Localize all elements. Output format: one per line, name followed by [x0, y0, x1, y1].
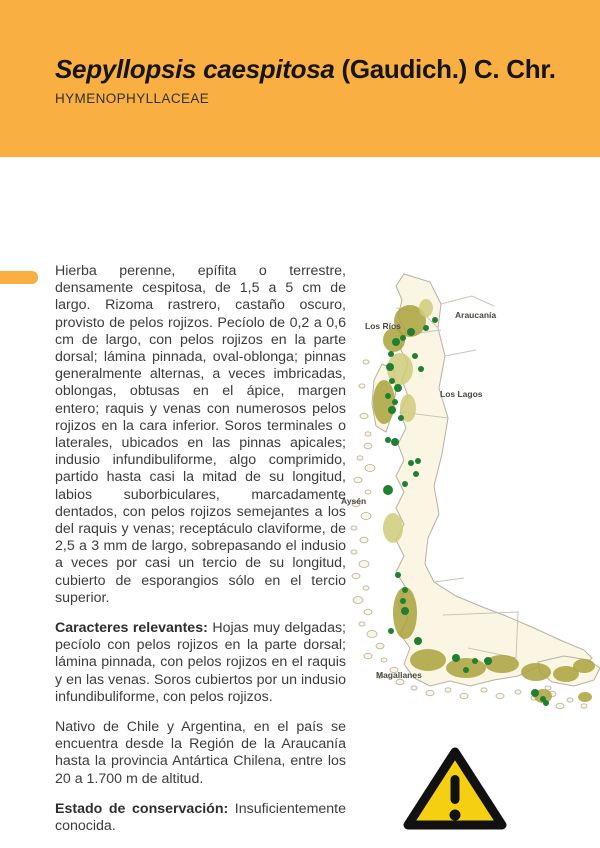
description-text — [55, 263, 346, 848]
paragraph-caracteres — [55, 620, 346, 706]
paragraph-text: Hierba perenne, epífita o terrestre, densamente cespitosa, de 1,5 a 5 cm de largo. Rizoma rastrero, castaño oscuro, provisto de pelos rojizos. Pecíolo de 0,2 a 0,6 cm de largo, con pelos rojizos en la parte dorsal; lámina pinnada, oval-oblonga; pinnas generalmente alternas, a veces imbricadas, oblongas, obtusas en el ápice, margen entero; raquis y venas con numerosos pelos rojizos en la cara inferior. Soros terminales o laterales, ubicados en las pinnas apicales; indusio infundibuliforme, algo comprimido, partido hasta casi la mitad de su longitud, labios suborbiculares, marcadamente dentados, con pelos rojizos semejantes a los del raquis y venas; receptáculo claviforme, de 2,5 a 3 mm de largo, sobrepasando el indusio a veces por casi un tercio de su longitud, cubierto de esporangios sólo en el tercio superior. — [55, 263, 346, 606]
paragraph-distribucion — [55, 719, 346, 788]
title-block — [55, 54, 556, 106]
distribution-map — [338, 266, 600, 740]
warning-triangle-icon — [403, 745, 507, 831]
svg-text:Araucanía: Araucanía — [455, 310, 497, 320]
header-band — [0, 0, 600, 157]
paragraph-text: Hojas muy delgadas; pecíolo con pelos rojizos en la parte dorsal; lámina pinnada, con pelos rojizos en el raquis y en las venas. Soros cubiertos por un indusio infundibuliforme, con pelos rojizos. — [55, 620, 347, 705]
map-mainland-shape — [396, 274, 592, 686]
svg-text:Aysén: Aysén — [341, 496, 367, 506]
species-author: (Gaudich.) C. Chr. — [334, 54, 556, 84]
paragraph-lead: Estado de conservación: — [55, 800, 229, 817]
species-title — [55, 54, 556, 84]
svg-text:Los Lagos: Los Lagos — [440, 389, 483, 399]
section-marker-bar — [0, 271, 38, 284]
svg-text:Los Ríos: Los Ríos — [365, 321, 401, 331]
paragraph-text: Nativo de Chile y Argentina, en el país se encuentra desde la Región de la Araucanía hasta la provincia Antártica Chilena, entre los 20 a 1.700 m de altitud. — [55, 719, 346, 787]
svg-text:Magallanes: Magallanes — [376, 670, 422, 680]
paragraph-lead: Caracteres relevantes: — [55, 620, 208, 637]
species-name-italic: Sepyllopsis caespitosa — [55, 54, 335, 84]
paragraph-text: Insuficientemente conocida. — [55, 800, 346, 835]
family-name: HYMENOPHYLLACEAE — [55, 91, 210, 106]
paragraph-estado — [55, 801, 346, 835]
paragraph-description — [55, 263, 346, 607]
